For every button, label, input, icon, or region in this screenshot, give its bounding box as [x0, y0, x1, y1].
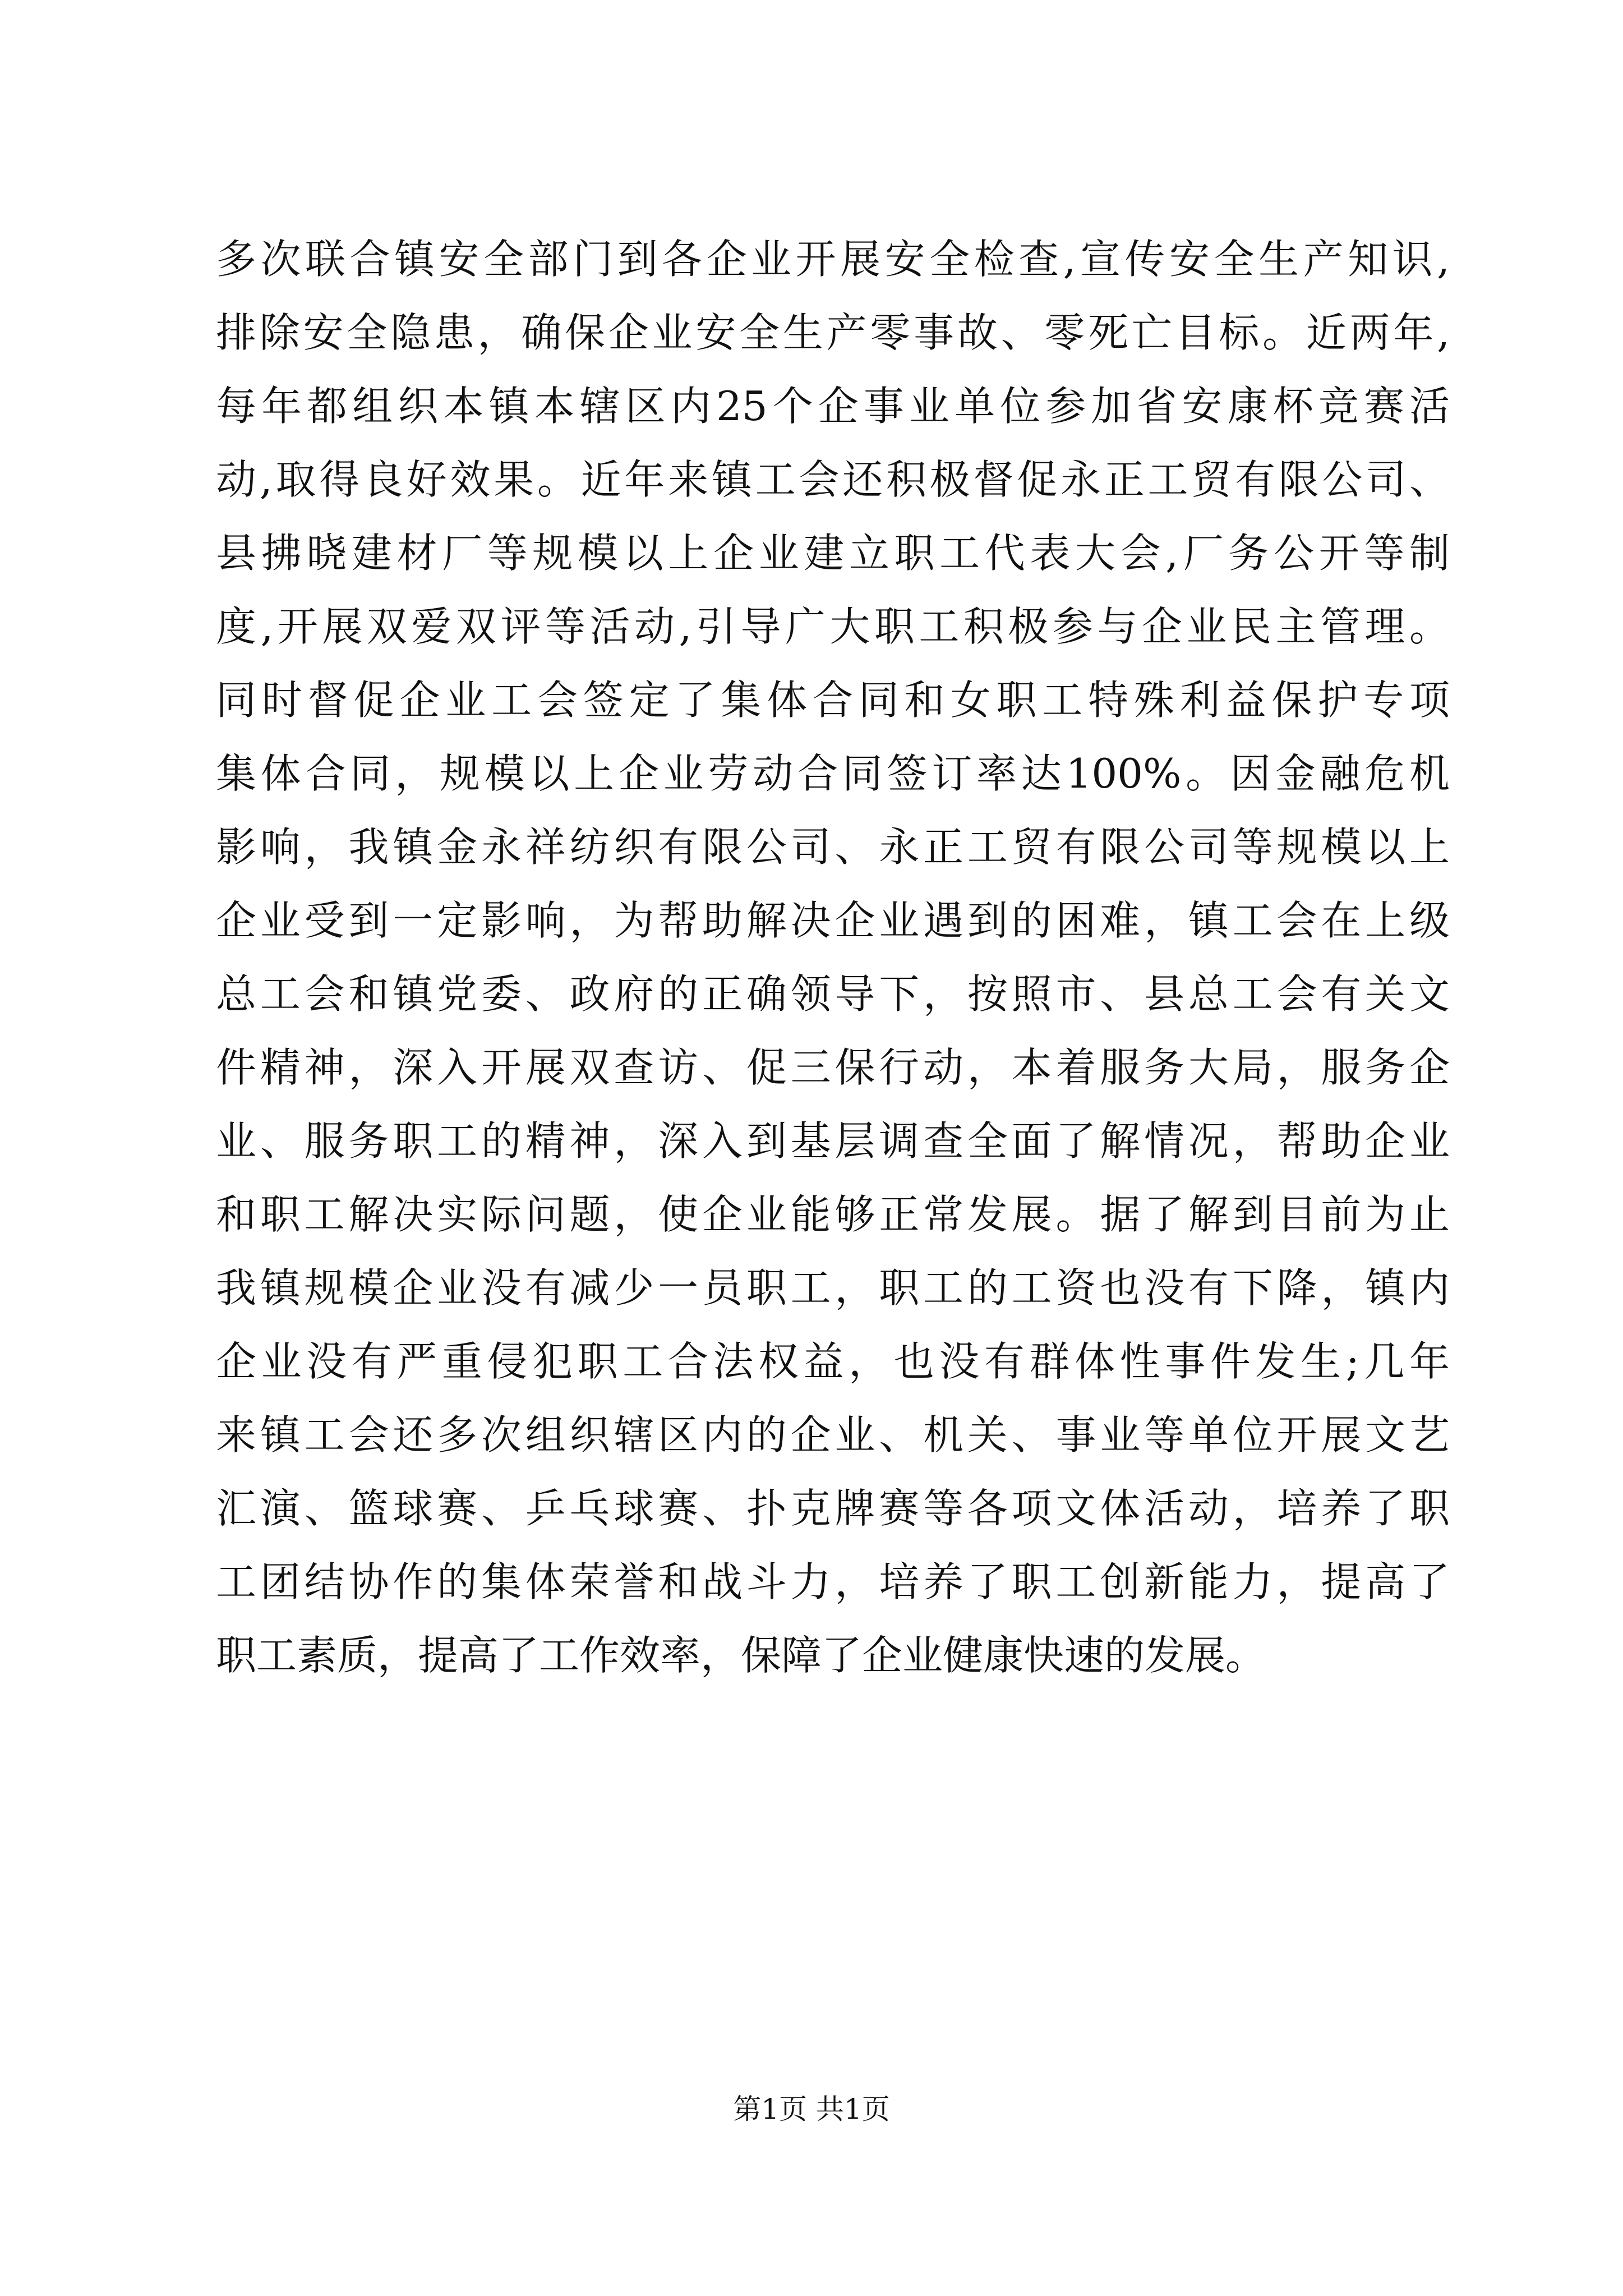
text-line: 集体合同，规模以上企业劳动合同签订率达100%。因金融危机 [216, 750, 1450, 797]
text-line: 排除安全隐患，确保企业安全生产零事故、零死亡目标。近两年, [216, 309, 1450, 356]
text-line: 来镇工会还多次组织辖区内的企业、机关、事业等单位开展文艺 [216, 1411, 1450, 1458]
text-line: 汇演、篮球赛、乒乓球赛、扑克牌赛等各项文体活动，培养了职 [216, 1485, 1450, 1532]
text-line: 我镇规模企业没有减少一员职工，职工的工资也没有下降，镇内 [216, 1264, 1450, 1312]
text-line: 县拂晓建材厂等规模以上企业建立职工代表大会,厂务公开等制 [216, 530, 1450, 577]
text-line: 工团结协作的集体荣誉和战斗力，培养了职工创新能力，提高了 [216, 1558, 1450, 1605]
text-line: 和职工解决实际问题，使企业能够正常发展。据了解到目前为止 [216, 1191, 1450, 1238]
text-line: 件精神，深入开展双查访、促三保行动，本着服务大局，服务企 [216, 1044, 1450, 1091]
text-line: 同时督促企业工会签定了集体合同和女职工特殊利益保护专项 [216, 677, 1450, 724]
text-line: 职工素质，提高了工作效率，保障了企业健康快速的发展。 [216, 1632, 1266, 1679]
text-line: 度,开展双爱双评等活动,引导广大职工积极参与企业民主管理。 [216, 603, 1450, 650]
text-line: 动,取得良好效果。近年来镇工会还积极督促永正工贸有限公司、 [216, 456, 1450, 503]
body-paragraph [216, 223, 1450, 1692]
text-line: 企业没有严重侵犯职工合法权益，也没有群体性事件发生;几年 [216, 1338, 1450, 1385]
text-line: 企业受到一定影响，为帮助解决企业遇到的困难，镇工会在上级 [216, 897, 1450, 944]
text-line: 影响，我镇金永祥纺织有限公司、永正工贸有限公司等规模以上 [216, 823, 1450, 871]
text-line: 总工会和镇党委、政府的正确领导下，按照市、县总工会有关文 [216, 970, 1450, 1018]
text-line: 每年都组织本镇本辖区内25个企事业单位参加省安康杯竞赛活 [216, 383, 1450, 430]
text-line: 业、服务职工的精神，深入到基层调查全面了解情况，帮助企业 [216, 1117, 1450, 1165]
page-number: 第1页 共1页 [733, 2093, 890, 2125]
text-line: 多次联合镇安全部门到各企业开展安全检查,宣传安全生产知识, [216, 236, 1450, 283]
page-footer [0, 2090, 1623, 2129]
